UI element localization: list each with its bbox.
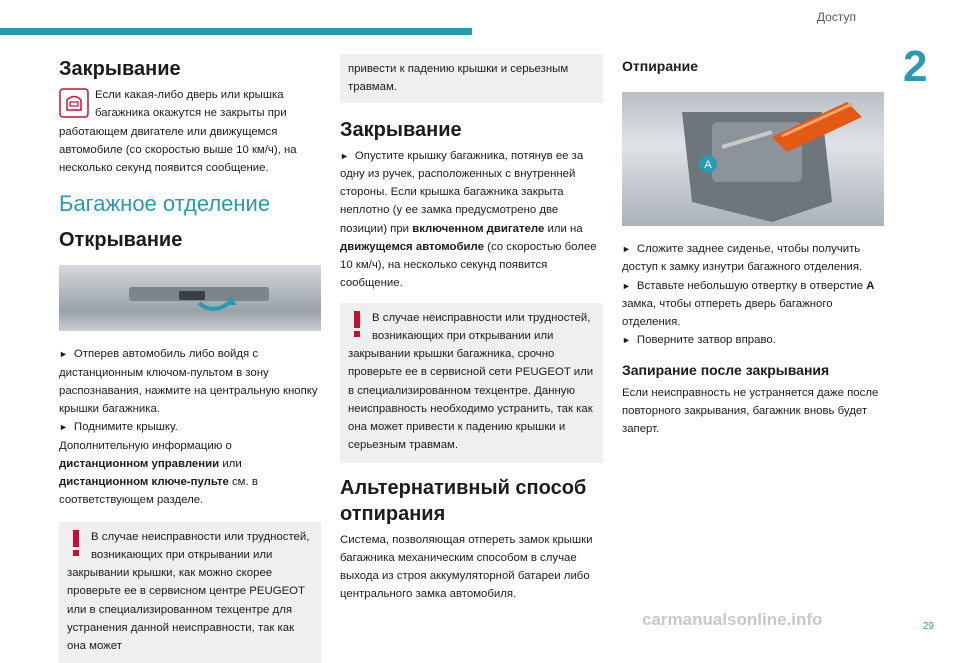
heading-unlocking: Отпирание <box>622 58 884 74</box>
unlock-step-3: ► Поверните затвор вправо. <box>622 331 884 349</box>
closing-step <box>340 147 603 293</box>
info-bold-2: дистанционном ключе-пульте <box>59 476 229 488</box>
relock-paragraph: Если неисправность не устраняется даже после повторного закрывания, багажник вновь будет заперт. <box>622 384 884 439</box>
closing-text-2: или на <box>544 223 582 235</box>
info-paragraph <box>59 437 321 510</box>
heading-closing: Закрывание <box>59 56 321 82</box>
lock-screwdriver-drawing <box>622 92 884 226</box>
closing-text-3: (со скоростью более 10 км/ч), на несколько секунд появится сообщение. <box>340 241 597 290</box>
column-2 <box>340 54 603 604</box>
info-text-3: см. в соответствующем разделе. <box>59 476 258 506</box>
warning-continuation-text: привести к падению крышки и серьезным травмам. <box>348 63 568 93</box>
warning-exclamation-icon <box>350 311 364 337</box>
watermark: carmanualsonline.info <box>642 610 822 630</box>
column-3 <box>622 54 884 438</box>
closing-paragraph: Если какая-либо дверь или крышка багажника окажутся не закрыты при работающем двигателе или движущемся автомобиле (со скоростью выше 10 км/ч), на несколько секунд появится сообщение. <box>59 86 321 177</box>
warning-box-2 <box>340 303 603 463</box>
closing-bold-2: движущемся автомобиле <box>340 241 484 253</box>
unlock-step-2 <box>622 277 884 332</box>
unlock-bold: A <box>866 280 874 292</box>
closing-text-1: Опустите крышку багажника, потянув ее за одну из ручек, расположенных с внутренней стороны. Если крышка багажника закрыта неплотно (у ее замка предусмотрено две позиции) при <box>340 150 583 235</box>
lock-hole-label: A <box>704 159 712 171</box>
tailgate-button-image <box>59 265 321 331</box>
alt-unlock-paragraph: Система, позволяющая отпереть замок крышки багажника механическим способом в случае выхода из строя аккумуляторной батареи либо центрального замка автомобиля. <box>340 531 603 604</box>
unlock-text-1: Вставьте небольшую отвертку в отверстие <box>637 280 866 292</box>
heading-closing-2: Закрывание <box>340 117 603 143</box>
heading-opening: Открывание <box>59 227 321 253</box>
closing-bold-1: включенном двигателе <box>412 223 544 235</box>
header-bar <box>0 28 472 35</box>
info-bold-1: дистанционном управлении <box>59 458 219 470</box>
page-number: 29 <box>923 621 934 632</box>
opening-step-2: ► Поднимите крышку. <box>59 418 321 436</box>
column-1 <box>59 56 321 663</box>
unlock-text-2: замка, чтобы отпереть дверь багажного отделения. <box>622 298 833 328</box>
heading-alt-unlock: Альтернативный способ отпирания <box>340 475 603 527</box>
tailgate-button-drawing <box>59 265 321 331</box>
warning-text-1: В случае неисправности или трудностей, возникающих при открывании или закрывании крышки, как можно скорее проверьте ее в сервисном центре PEUGEOT или в специализированном техцентре для устранения данной неисправности, так как она может <box>67 531 309 653</box>
info-text-1: Дополнительную информацию о <box>59 440 232 452</box>
warning-continuation <box>340 54 603 103</box>
heading-luggage: Багажное отделение <box>59 191 321 217</box>
car-door-open-icon <box>59 88 89 118</box>
warning-exclamation-icon <box>69 530 83 556</box>
warning-text-2: В случае неисправности или трудностей, возникающих при открывании или закрывании крышки багажника, срочно проверьте ее в сервисной сети PEUGEOT или в специализированном техцентре. Данную неисправность необходимо устранить, так как она может привести к падению крышки и серьезным травмам. <box>348 312 593 452</box>
section-title: Доступ <box>817 10 856 24</box>
heading-relock: Запирание после закрывания <box>622 362 884 378</box>
lock-screwdriver-image <box>622 92 884 226</box>
warning-box-1 <box>59 522 321 663</box>
unlock-step-1: ► Сложите заднее сиденье, чтобы получить доступ к замку изнутри багажного отделения. <box>622 240 884 277</box>
info-text-2: или <box>219 458 242 470</box>
chapter-number: 2 <box>903 42 927 92</box>
opening-step-1: ► Отперев автомобиль либо войдя с дистанционным ключом-пультом в зону распознавания, нажмите на центральную кнопку крышки багажника. <box>59 345 321 418</box>
